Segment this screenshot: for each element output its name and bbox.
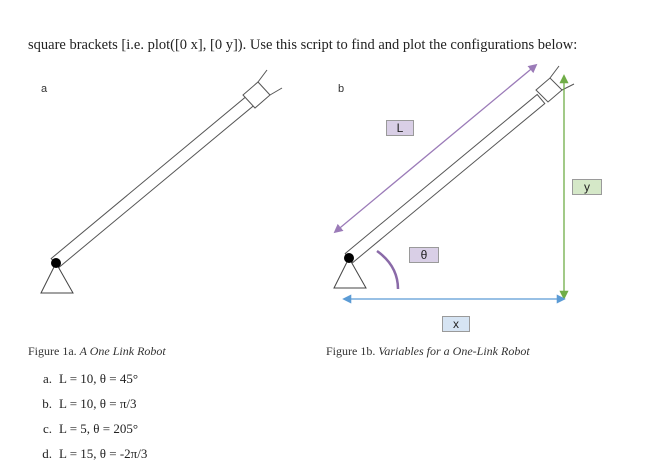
x-label: x	[442, 316, 470, 332]
list-item-marker: b.	[42, 396, 52, 411]
y-label: y	[572, 179, 602, 195]
list-item-text: L = 5, θ = 205°	[59, 421, 139, 436]
length-arrow	[335, 65, 536, 232]
figure-b-caption-prefix: Figure 1b.	[326, 344, 379, 358]
link-b	[345, 95, 545, 263]
intro-paragraph: square brackets [i.e. plot([0 x], [0 y]). Use this script to find and plot the configurations below:	[28, 37, 578, 53]
list-item	[30, 445, 147, 470]
list-item-text: L = 15, θ = -2π/3	[59, 446, 148, 461]
theta-arc	[377, 251, 398, 289]
figure-a-caption-prefix: Figure 1a.	[28, 344, 80, 358]
figure-a-caption	[28, 344, 166, 359]
joint-b	[344, 253, 354, 263]
link-a	[51, 97, 254, 268]
list-item-marker: c.	[42, 421, 52, 436]
list-item	[30, 370, 147, 395]
figure-a-panel-label: a	[41, 83, 48, 95]
figure-b-panel-label: b	[338, 83, 345, 95]
gripper-jaw-b	[550, 66, 559, 78]
theta-label: θ	[409, 247, 439, 263]
length-label: L	[386, 120, 414, 136]
list-item	[30, 395, 147, 420]
figure-b-robot	[334, 65, 574, 299]
list-item-text: L = 10, θ = π/3	[59, 396, 137, 411]
list-item	[30, 420, 147, 445]
figure-b-caption	[326, 344, 530, 359]
gripper-jaw-a-2	[270, 88, 282, 95]
gripper-jaw-a	[258, 70, 267, 82]
configuration-list	[30, 370, 147, 470]
list-item-text: L = 10, θ = 45°	[59, 371, 139, 386]
figure-b-caption-title: Variables for a One-Link Robot	[378, 344, 530, 358]
list-item-marker: d.	[42, 446, 52, 461]
figure-a-caption-title: A One Link Robot	[79, 344, 166, 358]
figure-a-robot	[41, 70, 282, 293]
joint-a	[51, 258, 61, 268]
list-item-marker: a.	[42, 371, 52, 386]
